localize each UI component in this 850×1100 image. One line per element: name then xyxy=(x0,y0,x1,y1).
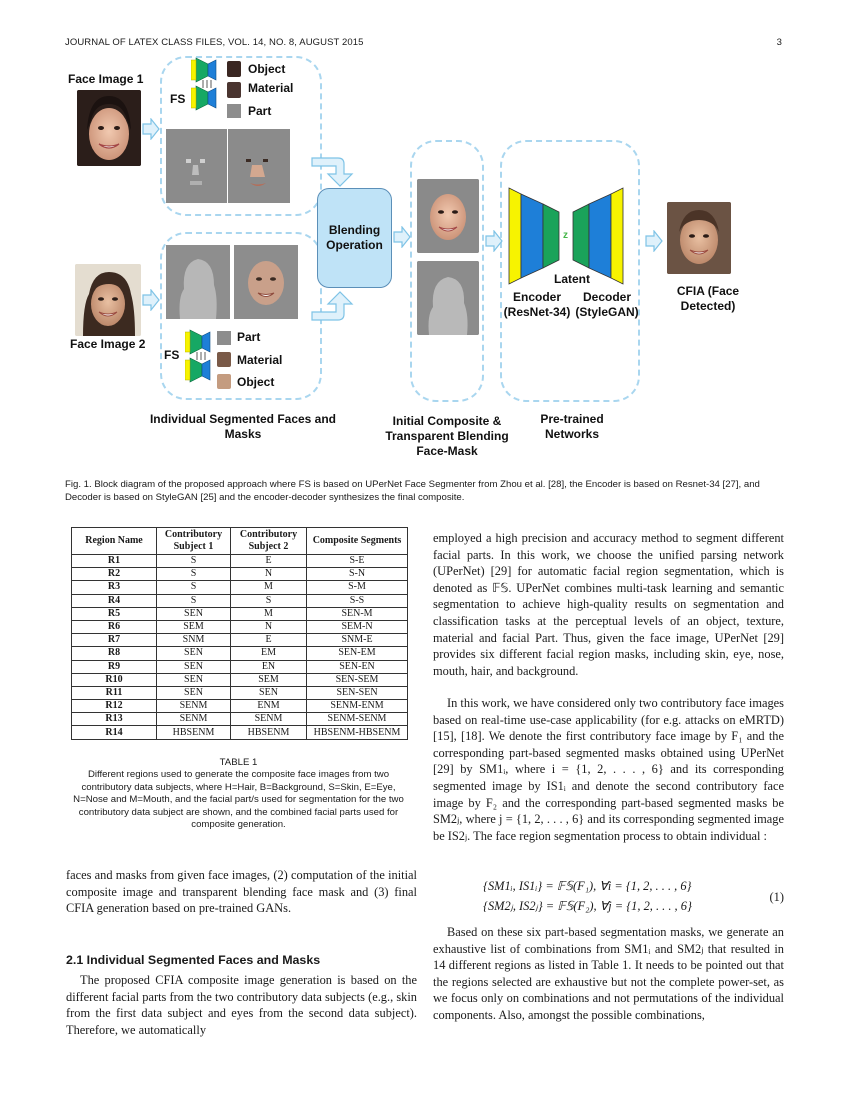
encoder-decoder-icon xyxy=(507,186,637,286)
region-name-cell: R4 xyxy=(72,594,157,607)
table-cell: S-S xyxy=(307,594,408,607)
table-cell: EN xyxy=(231,660,307,673)
right-column-para3: Based on these six part-based segmentation masks, we generate an exhaustive list of combinations from SM1ᵢ and SM2ⱼ that resulted in 14 different regions as listed in Table 1. It needs to be pointed out that the regions selected are exhaustive but not the complete power-set, as we focus only on combinations and not permutations of the individual components. Also, amongst the possible combinations, xyxy=(433,925,784,1022)
table-cell: SENM-SENM xyxy=(307,713,408,726)
table-cell: N xyxy=(231,568,307,581)
mask-panel-1 xyxy=(166,129,227,203)
table-row xyxy=(72,555,408,568)
table-cell: S xyxy=(231,594,307,607)
table-cell: SEM xyxy=(231,673,307,686)
left-column-para1: faces and masks from given face images, (2) computation of the initial composite image and transparent blending face mask and (3) final CFIA generation based on pre-trained GANs. xyxy=(66,868,417,916)
stage-label-networks: Pre-trained Networks xyxy=(540,412,604,441)
table-cell: S xyxy=(157,594,231,607)
region-name-cell: R8 xyxy=(72,647,157,660)
output-material-label-bottom: Material xyxy=(237,353,283,367)
table-cell: SEN xyxy=(157,673,231,686)
curved-arrow-icon xyxy=(310,290,356,326)
table-cell: SENM xyxy=(157,713,231,726)
output-material-thumb xyxy=(217,352,231,367)
block-diagram-figure xyxy=(60,52,790,464)
table-cell: SENM xyxy=(157,700,231,713)
output-object-label-bottom: Object xyxy=(237,375,275,389)
stage-label-segmentation: Individual Segmented Faces and Masks xyxy=(149,412,337,441)
region-name-cell: R6 xyxy=(72,620,157,633)
region-name-cell: R11 xyxy=(72,686,157,699)
decoder-label: Decoder (StyleGAN) xyxy=(575,290,639,319)
table-row xyxy=(72,713,408,726)
table-row xyxy=(72,726,408,739)
face-image-2-label: Face Image 2 xyxy=(70,337,146,351)
region-name-cell: R2 xyxy=(72,568,157,581)
table-cell: SNM xyxy=(157,634,231,647)
table-caption xyxy=(66,757,411,831)
table-cell: S-M xyxy=(307,581,408,594)
table-row xyxy=(72,686,408,699)
table-cell: M xyxy=(231,607,307,620)
table-header: Region Name xyxy=(72,528,157,555)
table-cell: SNM-E xyxy=(307,634,408,647)
table-cell: HBSENM xyxy=(157,726,231,739)
table-row xyxy=(72,673,408,686)
table-header-row xyxy=(72,528,408,555)
latent-label: Latent xyxy=(554,272,590,286)
table-header: Contributory Subject 1 xyxy=(157,528,231,555)
output-object-label-top: Object xyxy=(248,62,286,76)
blending-operation-box: Blending Operation xyxy=(317,188,392,288)
blending-face-mask xyxy=(417,261,479,335)
regions-table xyxy=(71,527,408,740)
table-cell: SEN xyxy=(231,686,307,699)
figure-caption: Fig. 1. Block diagram of the proposed approach where FS is based on UPerNet Face Segmenter from Zhou et al. [28], the Encoder is based on Resnet-34 [27], and Decoder is based on StyleGAN [25] and the encoder-decoder synthesizes the final composite. xyxy=(65,479,760,503)
mask-panel-3 xyxy=(166,245,230,319)
region-name-cell: R5 xyxy=(72,607,157,620)
output-part-thumb xyxy=(217,331,231,345)
arrow-icon xyxy=(393,226,411,248)
fs-label-bottom: FS xyxy=(164,348,180,362)
table-cell: SEN-EN xyxy=(307,660,408,673)
mask-panel-2 xyxy=(228,129,290,203)
face-image-2 xyxy=(75,264,141,336)
output-object-thumb xyxy=(217,374,231,389)
table-caption-text: Different regions used to generate the composite face images from two contributory data subjects, where H=Hair, B=Background, S=Skin, E=Eye, N=Nose and M=Mouth, and the facial part/s used for segmentation for the two contributory data subject are shown, and the combined facial parts used for composite generation. xyxy=(73,769,404,831)
page-number: 3 xyxy=(776,37,782,48)
table-cell: SEN-M xyxy=(307,607,408,620)
latent-z-label: z xyxy=(563,230,568,241)
table-cell: SEN-SEM xyxy=(307,673,408,686)
table-cell: S-N xyxy=(307,568,408,581)
region-name-cell: R10 xyxy=(72,673,157,686)
table-header: Composite Segments xyxy=(307,528,408,555)
region-name-cell: R14 xyxy=(72,726,157,739)
table-cell: SEM xyxy=(157,620,231,633)
table-cell: SENM xyxy=(231,713,307,726)
output-material-thumb xyxy=(227,82,241,98)
output-object-thumb xyxy=(227,61,241,77)
table-row xyxy=(72,634,408,647)
table-cell: SEN xyxy=(157,607,231,620)
arrow-icon xyxy=(142,289,160,311)
table-cell: S xyxy=(157,568,231,581)
output-part-label-top: Part xyxy=(248,104,272,118)
fs-label-top: FS xyxy=(170,92,186,106)
table-cell: HBSENM xyxy=(231,726,307,739)
table-cell: SEN xyxy=(157,686,231,699)
table-cell: E xyxy=(231,555,307,568)
cfia-label: CFIA (Face Detected) xyxy=(676,284,740,313)
output-part-thumb xyxy=(227,104,241,118)
region-name-cell: R13 xyxy=(72,713,157,726)
arrow-icon xyxy=(645,230,663,252)
encoder-label: Encoder (ResNet-34) xyxy=(503,290,571,319)
table-header: Contributory Subject 2 xyxy=(231,528,307,555)
table-cell: S-E xyxy=(307,555,408,568)
arrow-icon xyxy=(485,230,503,252)
mask-panel-4 xyxy=(234,245,298,319)
table-cell: SEN xyxy=(157,647,231,660)
table-row xyxy=(72,581,408,594)
output-material-label-top: Material xyxy=(248,81,294,95)
fs-network-top-yellow-icon xyxy=(191,56,197,114)
fs-network-bottom-yellow-icon xyxy=(185,328,191,386)
table-cell: S xyxy=(157,581,231,594)
table-cell: N xyxy=(231,620,307,633)
equation-number: (1) xyxy=(769,890,784,904)
region-name-cell: R12 xyxy=(72,700,157,713)
journal-header: JOURNAL OF LATEX CLASS FILES, VOL. 14, NO. 8, AUGUST 2015 xyxy=(65,37,364,48)
table-body xyxy=(72,555,408,740)
table-row xyxy=(72,594,408,607)
cfia-output-image xyxy=(667,202,731,274)
table-row xyxy=(72,660,408,673)
region-name-cell: R9 xyxy=(72,660,157,673)
curved-arrow-icon xyxy=(310,152,356,188)
equation-line-2: {SM2ⱼ, IS2ⱼ} = 𝔽𝕊(F₂), ∀j = {1, 2, . . . , 6} xyxy=(483,899,692,913)
table-cell: SEN xyxy=(157,660,231,673)
region-name-cell: R7 xyxy=(72,634,157,647)
table-cell: EM xyxy=(231,647,307,660)
table-cell: M xyxy=(231,581,307,594)
fs-network-bottom-icon xyxy=(188,328,212,386)
table-row xyxy=(72,647,408,660)
fs-network-top-icon xyxy=(194,56,218,114)
right-column-para1: employed a high precision and accuracy method to segment different facial parts. In this work, we choose the unified parsing network (UPerNet) [29] for automatic facial region segmentation, which is denoted as 𝔽𝕊. UPerNet combines multi-task learning and semantic segmentation to achieve high-quality results on segmentation and classification tasks at the perceptual levels of an object, texture, material and facial Part. Thus, given the face image, UPerNet [29] provides six different facial region masks, including skin, eye, nose, mouth, hair, and background. xyxy=(433,531,784,678)
table-caption-title: TABLE 1 xyxy=(219,757,258,768)
stage-label-composite: Initial Composite & Transparent Blending Face-Mask xyxy=(385,414,509,458)
table-cell: SEN-EM xyxy=(307,647,408,660)
table-row xyxy=(72,607,408,620)
table-row xyxy=(72,620,408,633)
section-heading: 2.1 Individual Segmented Faces and Masks xyxy=(66,953,321,967)
right-column-para2: In this work, we have considered only two contributory face images based on real-time use-case applicability (for e.g. attacks on eMRTD) [15], [18]. We denote the first contributory face image by F₁ and the corresponding part-based segmented masks obtained using UPerNet [29] by SM1ᵢ, where i = {1, 2, . . . , 6} and its corresponding segmented image by IS1ᵢ and denote the second contributory face image by F₂ and the corresponding part-based segmented masks be SM2ⱼ, where j = {1, 2, . . . , 6} and its corresponding segmented image be IS2ⱼ. The face region segmentation process to obtain individual : xyxy=(433,696,784,843)
table-cell: S xyxy=(157,555,231,568)
equation-line-1: {SM1ᵢ, IS1ᵢ} = 𝔽𝕊(F₁), ∀i = {1, 2, . . . , 6} xyxy=(483,879,692,893)
arrow-icon xyxy=(142,118,160,140)
table-cell: SEM-N xyxy=(307,620,408,633)
table-row xyxy=(72,700,408,713)
region-name-cell: R3 xyxy=(72,581,157,594)
table-cell: SEN-SEN xyxy=(307,686,408,699)
face-image-1-label: Face Image 1 xyxy=(68,72,144,86)
table-cell: ENM xyxy=(231,700,307,713)
initial-composite-image xyxy=(417,179,479,253)
left-column-para2: The proposed CFIA composite image generation is based on the different facial parts from the two contributory data subjects (e.g., skin from the first data subject and eyes from the second data subject). Therefore, we automatically xyxy=(66,973,417,1037)
table-cell: E xyxy=(231,634,307,647)
table-cell: HBSENM-HBSENM xyxy=(307,726,408,739)
region-name-cell: R1 xyxy=(72,555,157,568)
table-row xyxy=(72,568,408,581)
face-image-1 xyxy=(77,90,141,166)
table-cell: SENM-ENM xyxy=(307,700,408,713)
output-part-label-bottom: Part xyxy=(237,330,261,344)
